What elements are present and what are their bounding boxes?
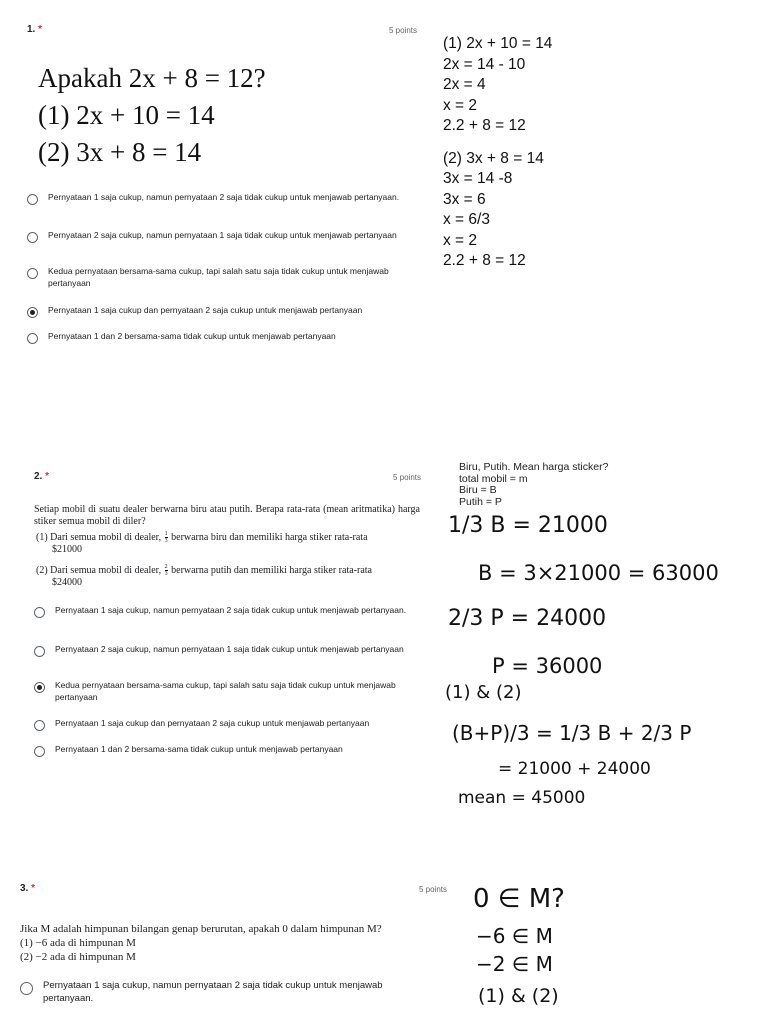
note-line: 2x = 4 xyxy=(443,76,486,93)
option-label: Pernyataan 2 saja cukup, namun pernyataan 1 saja tidak cukup untuk menjawab pertanyaan xyxy=(55,644,404,654)
q3-handwritten-1: 0 ∈ M? xyxy=(473,884,565,914)
option-label: Kedua pernyataan bersama-sama cukup, tapi salah satu saja tidak cukup untuk menjawab pertanyaan xyxy=(55,680,396,702)
required-star: * xyxy=(45,471,50,482)
note-line: 3x = 6 xyxy=(443,190,486,208)
q2-handwritten-1: 1/3 B = 21000 xyxy=(448,513,608,538)
q3-points: 5 points xyxy=(419,885,448,894)
q2-option-4[interactable] xyxy=(34,717,434,731)
note-line: Putih = P xyxy=(459,495,502,508)
q2-option-3[interactable] xyxy=(34,679,409,703)
radio-button[interactable] xyxy=(34,746,45,757)
q2-option-5[interactable] xyxy=(34,743,434,757)
q1-statement-2: (2) 3x + 8 = 14 xyxy=(38,137,202,167)
option-label: Pernyataan 1 dan 2 bersama-sama tidak cukup untuk menjawab pertanyaan xyxy=(55,744,343,754)
radio-button[interactable] xyxy=(34,607,45,618)
q2-handwritten-8: mean = 45000 xyxy=(458,788,586,808)
option-label: Pernyataan 1 saja cukup dan pernyataan 2 saja cukup untuk menjawab pertanyaan xyxy=(55,718,370,728)
q3-statement-1: (1) −6 ada di himpunan M xyxy=(20,937,136,949)
q2-number: 2. * xyxy=(34,471,50,482)
note-line: x = 6/3 xyxy=(443,211,490,228)
q3-handwritten-2: −6 ∈ M xyxy=(476,924,553,948)
note-line: 2.2 + 8 = 12 xyxy=(443,252,526,269)
q1-points: 5 points xyxy=(389,26,418,35)
q2-points: 5 points xyxy=(393,473,422,482)
q2-typed-notes xyxy=(459,462,608,508)
q2-handwritten-6: (B+P)/3 = 1/3 B + 2/3 P xyxy=(452,721,692,745)
note-line: 2x = 14 - 10 xyxy=(443,55,526,73)
radio-button[interactable] xyxy=(20,982,33,995)
option-label: Pernyataan 1 saja cukup, namun pernyataan 2 saja tidak cukup untuk menjawab pertanyaan. xyxy=(48,192,400,202)
q3-handwritten-4: (1) & (2) xyxy=(478,985,559,1007)
option-label: Pernyataan 1 saja cukup, namun pernyataan 2 saja tidak cukup untuk menjawab pertanyaan. xyxy=(43,980,383,1004)
radio-button-selected[interactable] xyxy=(34,682,45,693)
radio-button[interactable] xyxy=(34,646,45,657)
note-line: total mobil = m xyxy=(459,472,528,485)
q3-handwritten-3: −2 ∈ M xyxy=(476,952,553,976)
q2-option-1[interactable] xyxy=(34,604,409,618)
q2-handwritten-2: B = 3×21000 = 63000 xyxy=(478,561,719,585)
radio-button[interactable] xyxy=(27,333,38,344)
q2-statement-1: (1) Dari semua mobil di dealer, $\frac{1}{3}$ berwarna biru dan memiliki harga stiker rata-rata $21000 xyxy=(36,531,426,556)
q2-s2-price: $24000 xyxy=(52,577,82,588)
q1-statement-1: (1) 2x + 10 = 14 xyxy=(38,100,215,130)
option-label: Pernyataan 1 dan 2 bersama-sama tidak cukup untuk menjawab pertanyaan xyxy=(48,331,336,341)
q1-option-4[interactable] xyxy=(27,304,427,318)
note-line: x = 2 xyxy=(443,231,478,249)
note-line: (2) 3x + 8 = 14 xyxy=(443,149,544,167)
required-star: * xyxy=(31,883,36,894)
note-line: Biru, Putih. Mean harga sticker? xyxy=(459,461,609,473)
required-star: * xyxy=(38,24,43,35)
fraction: $\frac{1}{3}$ xyxy=(164,531,168,544)
q3-statement-2: (2) −2 ada di himpunan M xyxy=(20,951,136,963)
radio-button[interactable] xyxy=(34,720,45,731)
q2-handwritten-7: = 21000 + 24000 xyxy=(498,759,651,779)
q3-option-1[interactable] xyxy=(20,979,420,1005)
q1-question xyxy=(38,60,266,171)
q2-statement-2: (2) Dari semua mobil di dealer, $\frac{2}{3}$ berwarna putih dan memiliki harga stiker rata-rata $24000 xyxy=(36,564,426,589)
radio-button[interactable] xyxy=(27,194,38,205)
q2-question: Setiap mobil di suatu dealer berwarna biru atau putih. Berapa rata-rata (mean aritmatika) harga stiker semua mobil di diler? xyxy=(34,504,420,527)
q3-question xyxy=(20,922,450,964)
radio-button[interactable] xyxy=(27,232,38,243)
option-label: Kedua pernyataan bersama-sama cukup, tapi salah satu saja tidak cukup untuk menjawab pertanyaan xyxy=(48,266,389,288)
radio-button-selected[interactable] xyxy=(27,307,38,318)
radio-button[interactable] xyxy=(27,268,38,279)
q3-number: 3. * xyxy=(20,883,36,894)
q1-option-2[interactable] xyxy=(27,229,402,243)
q1-option-5[interactable] xyxy=(27,330,427,344)
q2-handwritten-5: (1) & (2) xyxy=(445,682,522,703)
fraction: $\frac{2}{3}$ xyxy=(164,564,168,577)
note-line: Biru = B xyxy=(459,484,497,496)
q1-option-3[interactable] xyxy=(27,265,402,289)
note-line: 3x = 14 -8 xyxy=(443,170,513,187)
q2-handwritten-3: 2/3 P = 24000 xyxy=(448,606,607,631)
note-line: 2.2 + 8 = 12 xyxy=(443,117,526,134)
option-label: Pernyataan 1 saja cukup dan pernyataan 2 saja cukup untuk menjawab pertanyaan xyxy=(48,305,363,315)
note-line: (1) 2x + 10 = 14 xyxy=(443,35,553,52)
q1-option-1[interactable] xyxy=(27,191,402,205)
q1-number: 1. * xyxy=(27,24,43,35)
option-label: Pernyataan 1 saja cukup, namun pernyataan 2 saja tidak cukup untuk menjawab pertanyaan. xyxy=(55,605,407,615)
q2-handwritten-4: P = 36000 xyxy=(492,654,603,678)
q1-notes xyxy=(443,34,552,272)
note-line: x = 2 xyxy=(443,96,478,114)
q3-question-line: Jika M adalah himpunan bilangan genap berurutan, apakah 0 dalam himpunan M? xyxy=(20,923,382,935)
option-label: Pernyataan 2 saja cukup, namun pernyataan 1 saja tidak cukup untuk menjawab pertanyaan xyxy=(48,230,397,240)
q2-s1-price: $21000 xyxy=(52,544,82,555)
q2-option-2[interactable] xyxy=(34,643,409,657)
q1-question-line: Apakah 2x + 8 = 12? xyxy=(38,63,266,93)
